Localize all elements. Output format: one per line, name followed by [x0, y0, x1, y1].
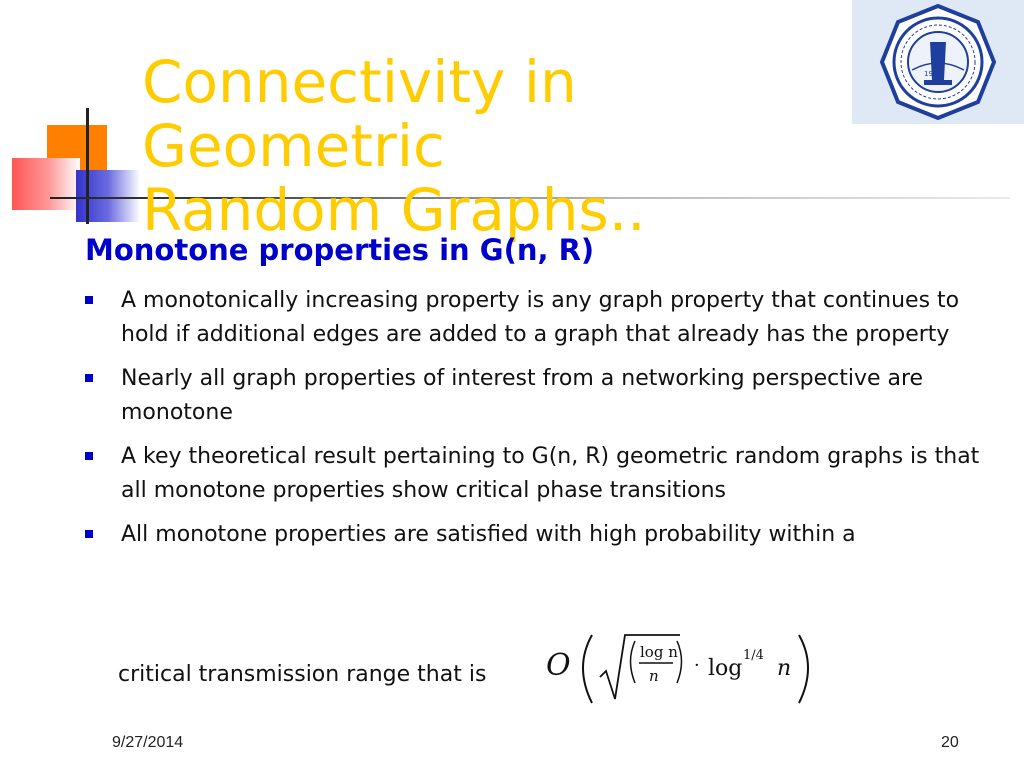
formula-left-paren: [583, 635, 592, 703]
bullet-text: Nearly all graph properties of interest from a networking perspective are monotone: [121, 366, 924, 425]
bullet-text: A key theoretical result pertaining to G(n, R) geometric random graphs is that all monotone properties show critical phase transitions: [121, 444, 980, 503]
formula-big-o: O: [546, 648, 571, 683]
square-bullet-icon: [85, 374, 93, 382]
bullet-item: [85, 362, 985, 430]
footer-date: 9/27/2014: [112, 734, 184, 751]
formula-log-n: log n: [640, 643, 678, 661]
bullet-list: [85, 284, 985, 562]
university-seal-logo: [866, 4, 1010, 120]
formula-inner-left-paren: [631, 641, 636, 683]
footer-page-number: 20: [941, 734, 959, 751]
slide-title-line-2: Random Graphs..: [142, 176, 646, 244]
bullet-item: [85, 440, 985, 508]
bullet-text: All monotone properties are satisfied with high probability within a: [121, 522, 856, 547]
decor-red-square: [12, 158, 80, 210]
bullet-item: [85, 518, 985, 552]
square-bullet-icon: [85, 452, 93, 460]
decor-vertical-line: [86, 108, 89, 224]
square-bullet-icon: [85, 296, 93, 304]
formula-denominator: n: [649, 667, 659, 685]
subheading: Monotone properties in G(n, R): [85, 233, 595, 267]
slide-title-line-1: Connectivity in Geometric: [142, 48, 577, 180]
formula: [540, 625, 825, 710]
formula-log: log: [708, 656, 743, 681]
bullet-item: [85, 284, 985, 352]
continuation-text: critical transmission range that is: [118, 662, 487, 687]
formula-dot: ·: [694, 655, 700, 676]
logo-panel: [852, 0, 1024, 124]
formula-right-paren: [799, 635, 808, 703]
logo-year: 1963: [924, 70, 942, 78]
square-bullet-icon: [85, 530, 93, 538]
formula-n: n: [777, 656, 792, 681]
slide-title: [142, 50, 862, 242]
bullet-text: A monotonically increasing property is any graph property that continues to hold if additional edges are added to a graph that already has the property: [121, 288, 960, 347]
formula-exponent: 1/4: [743, 648, 764, 663]
